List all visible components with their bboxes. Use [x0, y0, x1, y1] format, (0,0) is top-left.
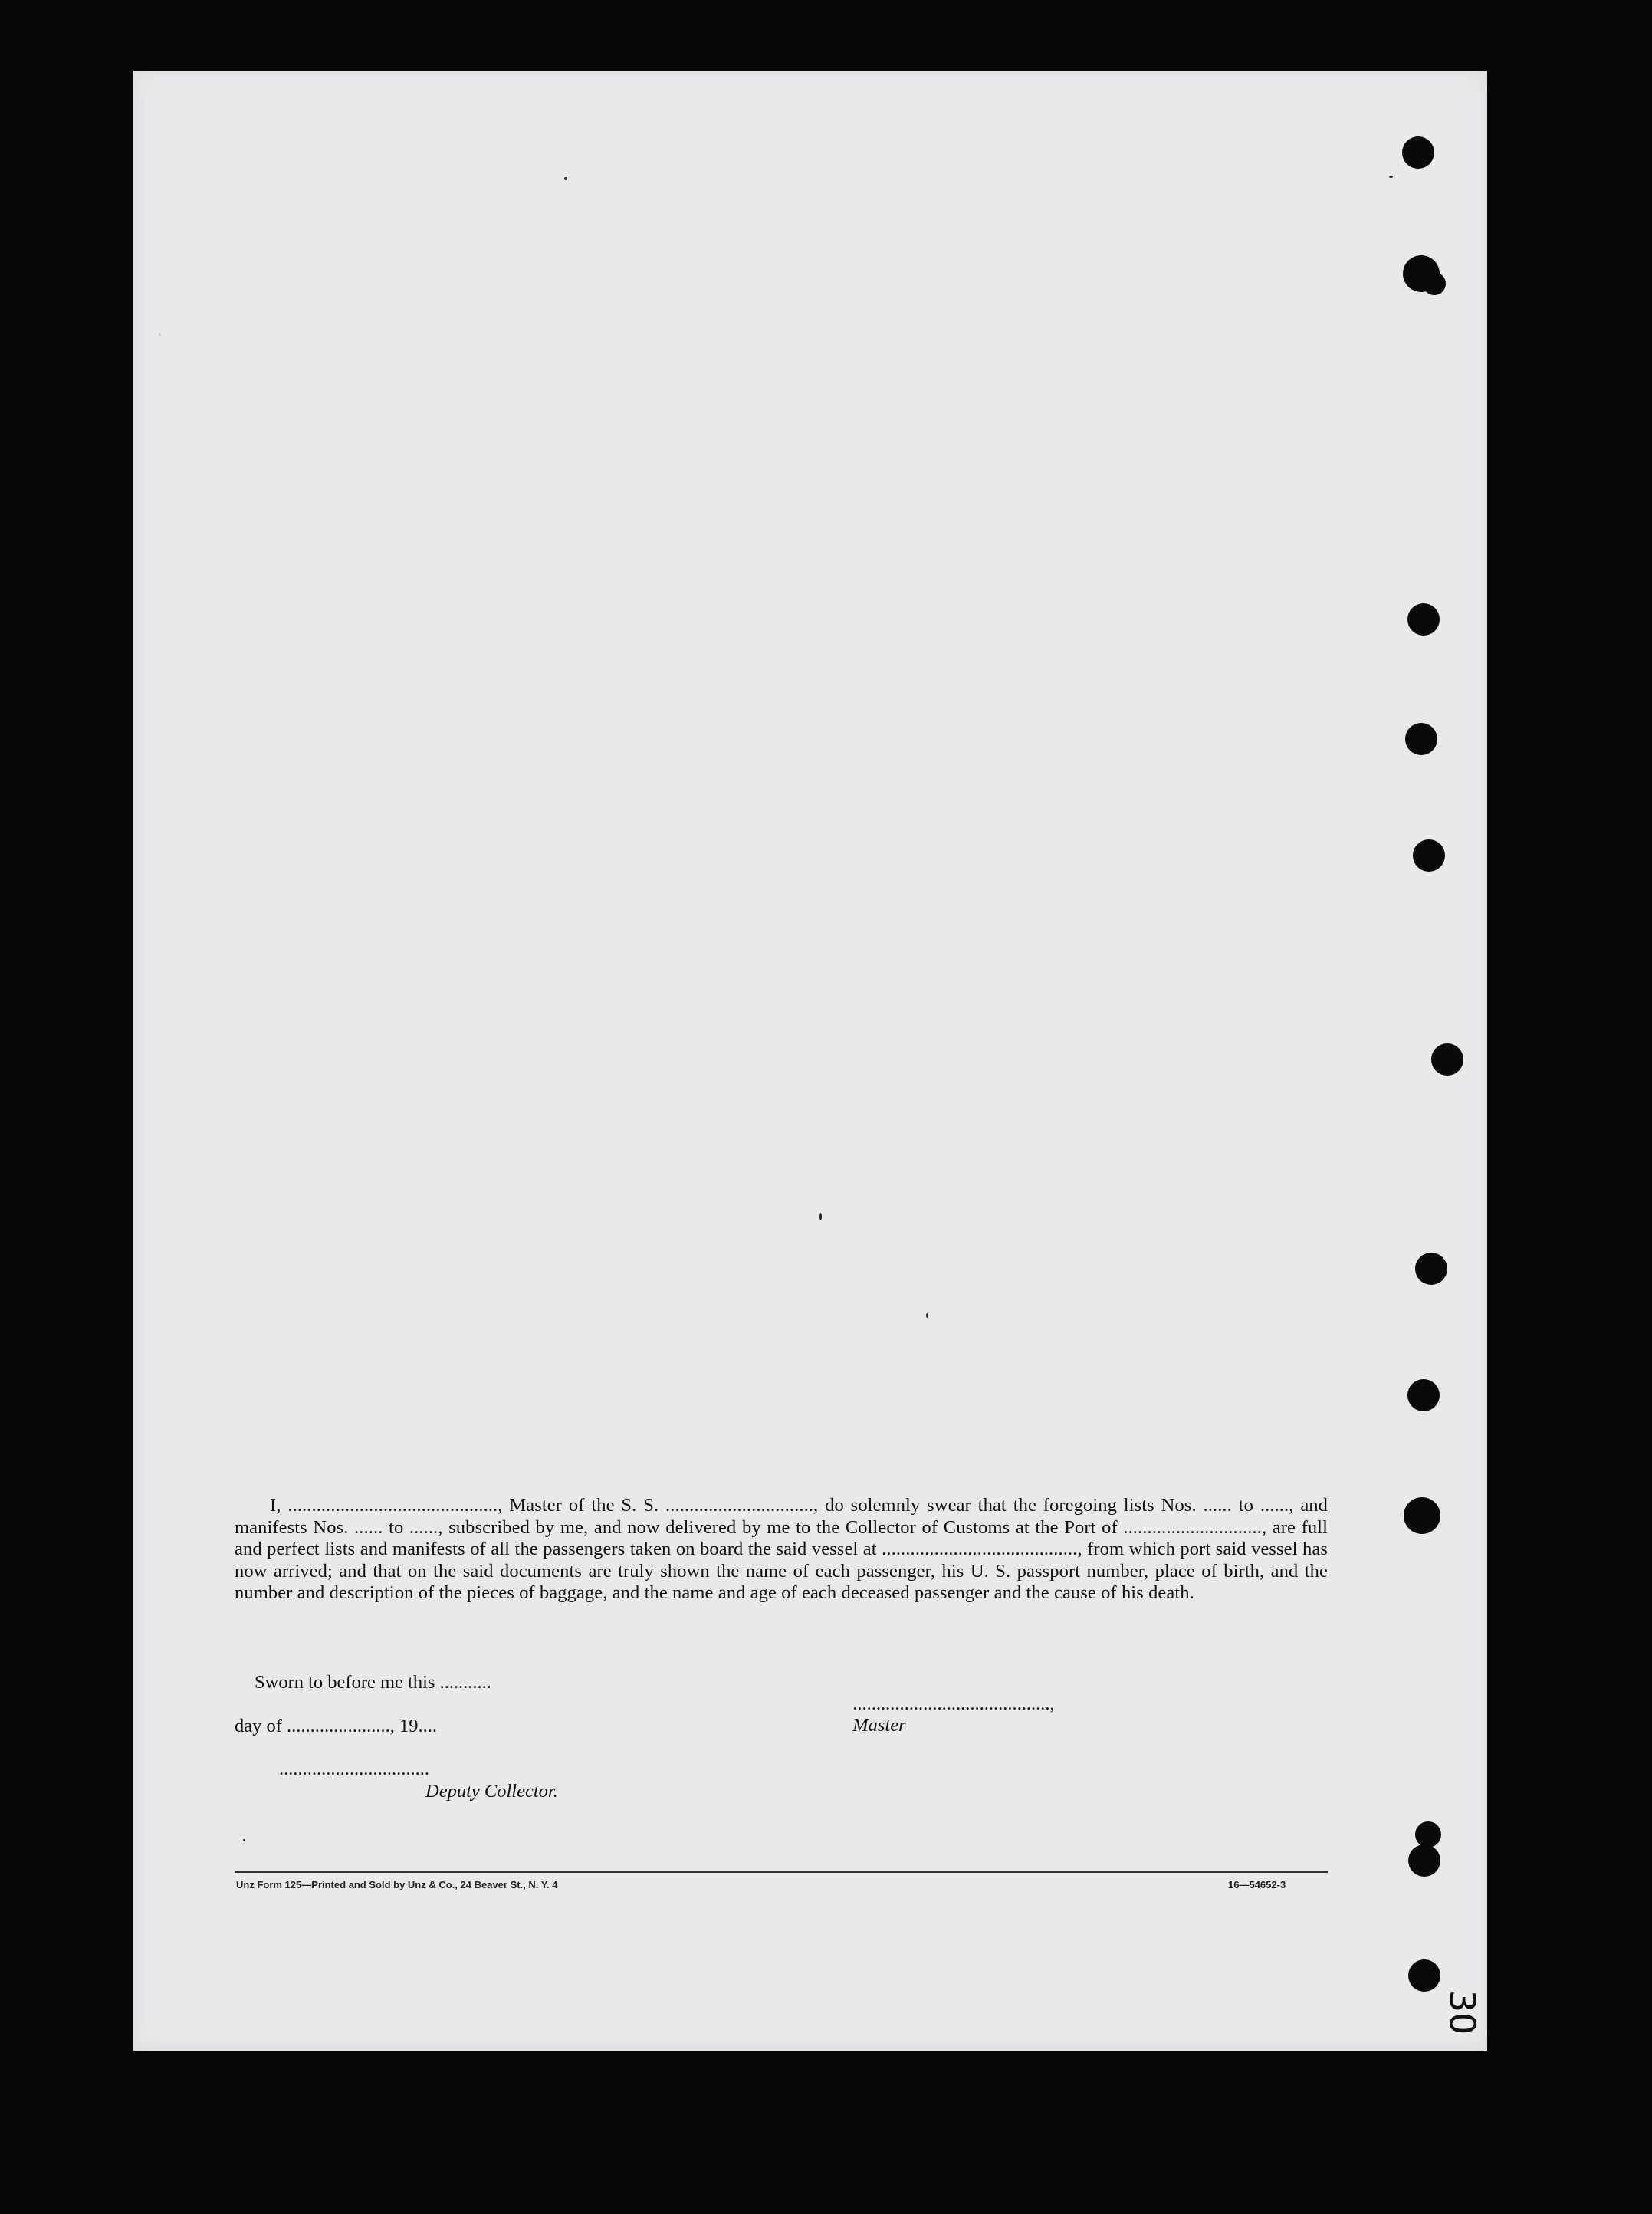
master-dots: .........................................., — [852, 1693, 1055, 1714]
punch-hole-8 — [1415, 1253, 1447, 1285]
bleed-through-mark: · — [156, 324, 163, 346]
punch-hole-13 — [1408, 1959, 1440, 1992]
footer-rule — [235, 1871, 1328, 1873]
punch-hole-1 — [1402, 136, 1434, 169]
deputy-collector-dots: ................................ — [279, 1759, 429, 1779]
footer-form-number: 16—54652-3 — [1228, 1879, 1286, 1890]
sworn-line: Sworn to before me this ........... — [255, 1672, 491, 1693]
ink-speck — [819, 1213, 822, 1220]
deputy-collector-label: Deputy Collector. — [425, 1781, 558, 1802]
punch-hole-7 — [1431, 1043, 1463, 1076]
ink-speck — [564, 177, 567, 180]
ink-speck — [243, 1839, 245, 1841]
footer-imprint: Unz Form 125—Printed and Sold by Unz & Co., 24 Beaver St., N. Y. 4 — [236, 1879, 558, 1890]
punch-hole-11 — [1408, 1844, 1440, 1877]
punch-hole-9 — [1407, 1379, 1440, 1411]
punch-hole-10 — [1404, 1497, 1440, 1534]
ink-speck — [926, 1313, 928, 1318]
master-signature-dots — [843, 1672, 1055, 1736]
oath-paragraph: I, ............................................, Master of the S. S. ..............................., do solemnly swear that the foregoing lists Nos. ...... to ......, and manifests Nos. ...... to ......, subscribed by me, and now delivered by me to the Collector of Customs at the Port of ............................., are full and perfect lists and manifests of all the passengers taken on board the said vessel at ........................................., from which port said vessel has now arrived; and that on the said documents are truly shown the name of each passenger, his U. S. passport number, place of birth, and the number and description of the pieces of baggage, and the name and age of each deceased passenger and the cause of his death. — [235, 1495, 1328, 1604]
punch-hole-6 — [1413, 839, 1445, 872]
ink-speck — [1389, 176, 1393, 178]
punch-hole-5 — [1405, 723, 1437, 755]
day-line: day of ......................, 19.... — [235, 1716, 438, 1736]
handwritten-page-number: 30 — [1441, 1989, 1483, 2035]
punch-hole-4 — [1407, 603, 1440, 636]
master-label: Master — [852, 1715, 906, 1736]
punch-hole-12 — [1415, 1821, 1441, 1848]
document-page — [133, 71, 1487, 2051]
punch-hole-3 — [1423, 272, 1446, 295]
